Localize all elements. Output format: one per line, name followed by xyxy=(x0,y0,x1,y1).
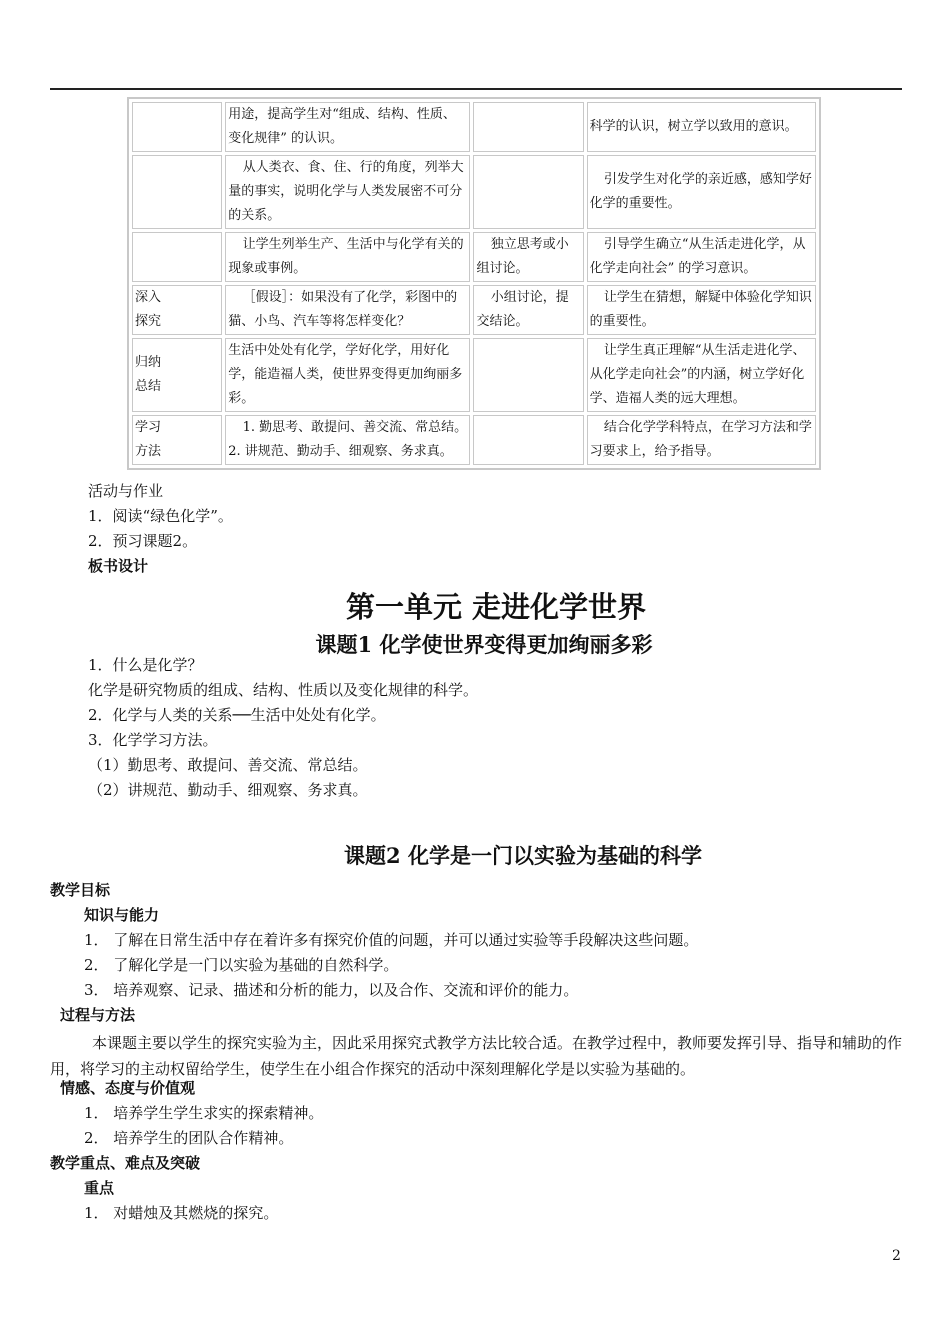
stage-cell: 学习 方法 xyxy=(132,415,222,465)
content-cell: 用途，提高学生对“组成、结构、性质、变化规律” 的认识。 xyxy=(225,102,470,152)
unit-title: 第一单元 走进化学世界 xyxy=(345,590,647,624)
header-rule xyxy=(50,88,902,90)
activity-item: 1．阅读“绿色化学”。 xyxy=(88,507,233,525)
process-paragraph: 本课题主要以学生的探究实验为主，因此采用探究式教学方法比较合适。在教学过程中，教师要发挥引导、指导和辅助的作用，将学习的主动权留给学生，使学生在小组合作探究的活动中深刻理解化学是以实验为基础的。 xyxy=(50,1034,903,1078)
board-line: 化学是研究物质的组成、结构、性质以及变化规律的科学。 xyxy=(88,681,479,699)
board-heading: 板书设计 xyxy=(88,557,149,575)
content-cell: 生活中处处有化学，学好化学，用好化学，能造福人类，使世界变得更加绚丽多彩。 xyxy=(225,338,470,412)
stage-cell xyxy=(132,102,222,152)
key-item: 1． 对蜡烛及其燃烧的探究。 xyxy=(84,1204,279,1222)
table-row xyxy=(132,155,816,229)
table-row xyxy=(132,232,816,282)
table-row xyxy=(132,285,816,335)
goals-heading: 教学目标 xyxy=(50,881,111,899)
content-cell: 让学生列举生产、生活中与化学有关的现象或事例。 xyxy=(225,232,470,282)
activity-cell xyxy=(473,415,583,465)
table-row xyxy=(132,338,816,412)
board-line: 3．化学学习方法。 xyxy=(88,731,218,749)
page-number: 2 xyxy=(892,1248,901,1264)
knowledge-heading: 知识与能力 xyxy=(84,906,160,924)
activity-cell: 独立思考或小组讨论。 xyxy=(473,232,583,282)
activity-cell: 小组讨论，提交结论。 xyxy=(473,285,583,335)
table-row xyxy=(132,102,816,152)
stage-cell: 深入 探究 xyxy=(132,285,222,335)
knowledge-item: 3． 培养观察、记录、描述和分析的能力，以及合作、交流和评价的能力。 xyxy=(84,981,579,999)
activity-cell xyxy=(473,155,583,229)
stage-cell: 归纳 总结 xyxy=(132,338,222,412)
stage-cell xyxy=(132,155,222,229)
content-cell: 1. 勤思考、敢提问、善交流、常总结。2. 讲规范、勤动手、细观察、务求真。 xyxy=(225,415,470,465)
lesson-plan-table xyxy=(127,97,821,470)
intent-cell: 科学的认识，树立学以致用的意识。 xyxy=(587,102,816,152)
board-line: （2）讲规范、勤动手、细观察、务求真。 xyxy=(88,781,368,799)
intent-cell: 引发学生对化学的亲近感，感知学好化学的重要性。 xyxy=(587,155,816,229)
activities-heading: 活动与作业 xyxy=(88,482,164,500)
activity-item: 2．预习课题2。 xyxy=(88,532,198,550)
stage-cell xyxy=(132,232,222,282)
intent-cell: 让学生在猜想，解疑中体验化学知识的重要性。 xyxy=(587,285,816,335)
emotion-heading: 情感、态度与价值观 xyxy=(60,1079,196,1097)
intent-cell: 引导学生确立“从生活走进化学，从化学走向社会” 的学习意识。 xyxy=(587,232,816,282)
lesson1-title: 课题1 化学使世界变得更加绚丽多彩 xyxy=(315,632,653,657)
board-line: 2．化学与人类的关系──生活中处处有化学。 xyxy=(88,706,386,724)
knowledge-item: 1． 了解在日常生活中存在着许多有探究价值的问题，并可以通过实验等手段解决这些问题。 xyxy=(84,931,699,949)
board-line: （1）勤思考、敢提问、善交流、常总结。 xyxy=(88,756,368,774)
knowledge-item: 2． 了解化学是一门以实验为基础的自然科学。 xyxy=(84,956,399,974)
table-row xyxy=(132,415,816,465)
emotion-item: 2． 培养学生的团队合作精神。 xyxy=(84,1129,294,1147)
intent-cell: 结合化学学科特点，在学习方法和学习要求上，给予指导。 xyxy=(587,415,816,465)
content-cell: ［假设］：如果没有了化学，彩图中的猫、小鸟、汽车等将怎样变化？ xyxy=(225,285,470,335)
content-cell: 从人类衣、食、住、行的角度，列举大量的事实，说明化学与人类发展密不可分的关系。 xyxy=(225,155,470,229)
activity-cell xyxy=(473,102,583,152)
key-heading: 重点 xyxy=(84,1179,115,1197)
focus-heading: 教学重点、难点及突破 xyxy=(50,1154,201,1172)
lesson2-title: 课题2 化学是一门以实验为基础的科学 xyxy=(344,843,702,868)
activity-cell xyxy=(473,338,583,412)
intent-cell: 让学生真正理解“从生活走进化学、从化学走向社会”的内涵，树立学好化学、造福人类的远大理想。 xyxy=(587,338,816,412)
process-heading: 过程与方法 xyxy=(60,1006,136,1024)
emotion-item: 1． 培养学生学生求实的探索精神。 xyxy=(84,1104,324,1122)
board-line: 1．什么是化学？ xyxy=(88,656,203,674)
